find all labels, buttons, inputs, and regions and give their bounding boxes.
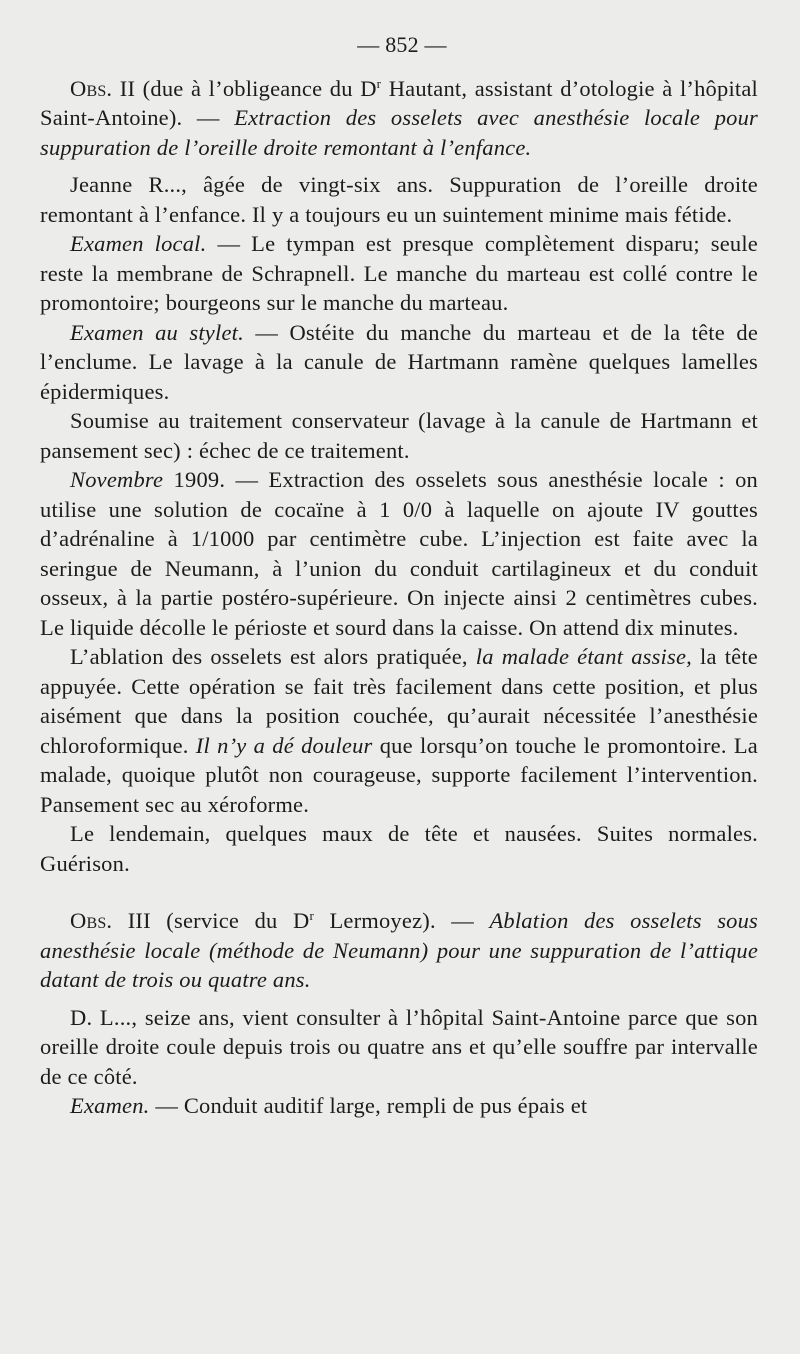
obs2-p6-italic-1: la malade étant assise, [475,644,692,669]
obs2-p3-lead: Examen au stylet. [70,319,244,345]
document-page [40,30,758,1121]
obs2-paragraph-4: Soumise au traitement conservateur (lavage à la canule de Hartmann et pansement sec) : échec de ce traitement. [40,408,758,463]
obs2-p6-italic-2: Il n’y a dé douleur [195,732,373,758]
obs2-p2-text: — Le tympan est presque complètement disparu; seule reste la membrane de Schrapnell. Le manche du marteau est collé contre le promontoire; bourgeons sur le manche du marteau. [40,231,758,315]
obs2-p3-text: — Ostéite du manche du marteau et de la tête de l’enclume. Le lavage à la canule de Hartmann ramène quelques lamelles épidermiques. [40,319,758,404]
obs2-paragraph-1: Jeanne R..., âgée de vingt-six ans. Suppuration de l’oreille droite remontant à l’enfance. Il y a toujours eu un suintement minime mais fétide. [40,172,758,227]
obs2-p6-a: L’ablation des osselets est alors pratiquée, [70,644,476,669]
obs2-paragraph-7: Le lendemain, quelques maux de tête et nausées. Suites normales. Guérison. [40,821,758,876]
obs2-label: Obs. [70,75,113,101]
obs2-p2-lead: Examen local. [70,231,207,256]
obs2-p6-c: que lorsqu’on touche le promontoire. La malade, quoique plutôt non courageuse, supporte facilement l’intervention. Pansement sec au xéroforme. [40,732,758,817]
obs3-p2-lead: Examen. [70,1093,150,1118]
obs2-paragraph-5 [40,465,758,642]
obs3-heading-rest: Lermoyez). — [313,908,490,933]
obs2-heading [40,74,758,163]
obs3-paragraph-1: D. L..., seize ans, vient consulter à l’hôpital Saint-Antoine parce que son oreille droite coule depuis trois ou quatre ans et qu’elle souffre par intervalle de ce côté. [40,1004,758,1089]
obs2-paragraph-3 [40,318,758,407]
obs3-title: Ablation des osselets sous anesthésie locale (méthode de Neumann) pour une suppuration de l’attique datant de trois ou quatre ans. [40,908,759,992]
obs2-p5-lead: Novembre [70,467,164,492]
obs2-title: Extraction des osselets avec anesthésie locale pour suppuration de l’oreille droite remontant à l’enfance. [40,105,758,160]
obs2-dr-sup: r [376,75,382,91]
obs3-paragraph-2 [40,1091,758,1121]
obs2-number: II (due à l’obligeance du D [112,75,377,101]
obs2-p5-text: 1909. — Extraction des osselets sous anesthésie locale : on utilise une solution de cocaïne à 1 0/0 à laquelle on ajoute IV gouttes d’adrénaline à 1/1000 par centimètre cube. L’injection est faite avec la seringue de Neumann, à l’union du conduit cartilagineux et du conduit osseux, à la partie postéro-supérieure. On injecte ainsi 2 centimètres cubes. Le liquide décolle le périoste et sourd dans la caisse. On attend dix minutes. [40,467,758,640]
section-gap [40,878,758,906]
page-number: — 852 — [357,32,447,57]
obs2-p6-b: la tête appuyée. Cette opération se fait très facilement dans cette position, et plus aisément que dans la position couchée, qu’aurait nécessitée l’anesthésie chloroformique. [40,644,758,758]
obs2-paragraph-2 [40,229,758,318]
obs3-number: III (service du D [112,908,310,933]
obs2-paragraph-6 [40,642,758,819]
obs3-p2-text: — Conduit auditif large, rempli de pus épais et [149,1093,588,1118]
obs3-heading [40,906,758,995]
obs3-dr-sup: r [309,908,314,923]
obs3-label: Obs. [70,908,113,933]
obs2-heading-rest: Hautant, assistant d’otologie à l’hôpital Saint-Antoine). — [40,75,758,130]
